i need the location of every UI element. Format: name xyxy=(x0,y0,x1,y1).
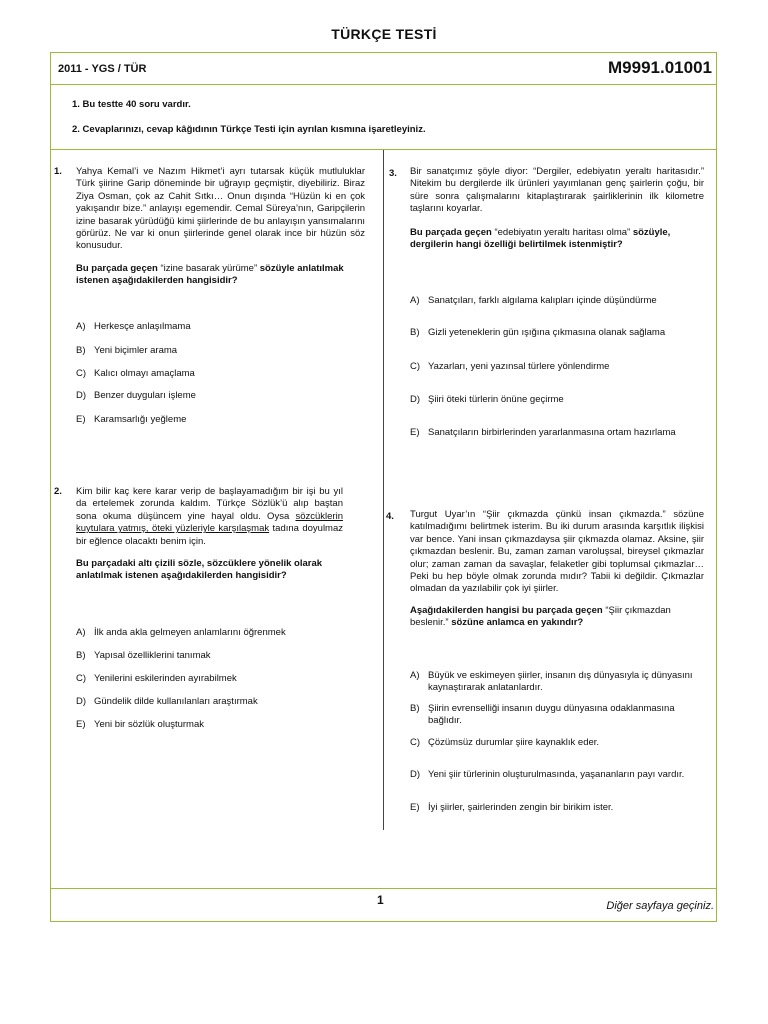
underlined-phrase: sözcüklerin kuytulara yatmış, öteki yüzleriyle karşılaşmak xyxy=(76,510,343,535)
question-1 xyxy=(76,166,365,288)
question-passage: Yahya Kemal’i ve Nazım Hikmet’i ayrı tutarsak küçük mutluluklar Türk şiirine Garip döneminde bir uğrayıp geçmiştir, diyebiliriz. Biraz Ziya Osman, çok az Cahit Sıtkı… Onun dışında “Hüzün ki en çok yakışandır bize.” anlayışı egemendir. Cemal Süreya’nın, Garipçilerin izine basarak yürüdüğü kimi şiirlerinde de bu anlayışın yansımalarını görürüz. Ne var ki onun şiirlerinde genel olarak ince bir hüzün söz konusudur. xyxy=(76,166,365,252)
booklet-code: M9991.01001 xyxy=(608,58,712,77)
answer-option[interactable]: E) Sanatçıların birbirlerinden yararlanmasına ortam hazırlama xyxy=(410,427,676,438)
question-number: 2. xyxy=(54,486,62,497)
answer-option[interactable]: B) Şiirin evrenselliği insanın duygu dünyasına odaklanmasına bağlıdır. xyxy=(410,703,675,726)
answer-option[interactable]: A) Sanatçıları, farklı algılama kalıpları içinde düşündürme xyxy=(410,295,657,306)
answer-option[interactable]: D) Şiiri öteki türlerin önüne geçirme xyxy=(410,394,564,405)
question-number: 4. xyxy=(386,511,394,522)
question-stem: Aşağıdakilerden hangisi bu parçada geçen “Şiir çıkmazdan beslenir.” sözüne anlamca en yakındır? xyxy=(410,604,671,629)
instruction-2: 2. Cevaplarınızı, cevap kâğıdının Türkçe Testi için ayrılan kısmına işaretleyiniz. xyxy=(72,124,426,135)
page-number: 1 xyxy=(377,893,384,907)
answer-option[interactable]: B) Gizli yeteneklerin gün ışığına çıkmasına olanak sağlama xyxy=(410,327,666,338)
answer-option[interactable]: C) Yazarları, yeni yazınsal türlere yönlendirme xyxy=(410,361,610,372)
page-title: TÜRKÇE TESTİ xyxy=(331,26,437,42)
answer-option[interactable]: A) İlk anda akla gelmeyen anlamlarını öğrenmek xyxy=(76,627,286,638)
answer-option[interactable]: C) Yenilerini eskilerinden ayırabilmek xyxy=(76,673,237,684)
answer-option[interactable]: D) Gündelik dilde kullanılanları araştırmak xyxy=(76,696,258,707)
question-3 xyxy=(410,166,704,251)
answer-option[interactable]: B) Yeni biçimler arama xyxy=(76,345,178,356)
exam-code: 2011 - YGS / TÜR xyxy=(58,63,147,75)
answer-option[interactable]: C) Kalıcı olmayı amaçlama xyxy=(76,368,195,379)
question-2 xyxy=(76,486,343,583)
question-number: 1. xyxy=(54,166,62,177)
answer-option[interactable]: E) İyi şiirler, şairlerinden zengin bir birikim ister. xyxy=(410,802,614,813)
answer-option[interactable]: C) Çözümsüz durumlar şiire kaynaklık eder. xyxy=(410,737,600,748)
question-stem: Bu parçada geçen “izine basarak yürüme” sözüyle anlatılmak istenen aşağıdakilerden hangisidir? xyxy=(76,262,344,287)
question-stem: Bu parçadaki altı çizili sözle, sözcüklere yönelik olarak anlatılmak istenen aşağıdakilerden hangisidir? xyxy=(76,558,323,582)
question-passage: Kim bilir kaç kere karar verip de başlayamadığım bir işi bu yıl da ertelemek zorunda kaldım. Türkçe Sözlük’ü alıp baştan sona okuma düşüncem yine hayal oldu. Oysa sözcüklerin kuytulara yatmış, öteki yüzleriyle karşılaşmak tadına doyulmaz bir eğlence olacaktı benim için. xyxy=(76,486,344,547)
answer-option[interactable]: E) Yeni bir sözlük oluşturmak xyxy=(76,719,205,730)
question-passage: Bir sanatçımız şöyle diyor: “Dergiler, edebiyatın yeraltı haritasıdır.” Nitekim bu dergilerde ilk ürünleri yayımlanan genç şairlerin çoğu, bir süre sonra çalışmalarını kitaplaştırarak şairliklerinin ilk kilometre taşlarını koyarlar. xyxy=(410,166,704,215)
answer-option[interactable]: B) Yapısal özelliklerini tanımak xyxy=(76,650,211,661)
instruction-1: 1. Bu testte 40 soru vardır. xyxy=(72,99,191,110)
next-page-note: Diğer sayfaya geçiniz. xyxy=(606,900,714,912)
answer-option[interactable]: D) Yeni şiir türlerinin oluşturulmasında, yaşananların payı vardır. xyxy=(410,769,685,780)
column-divider xyxy=(383,150,384,830)
answer-option[interactable]: A) Büyük ve eskimeyen şiirler, insanın dış dünyasıyla iç dünyasını kaynaştırarak anlatanlardır. xyxy=(410,670,693,693)
answer-option[interactable]: A) Herkesçe anlaşılmama xyxy=(76,321,191,332)
footer-divider xyxy=(50,888,717,889)
answer-option[interactable]: E) Karamsarlığı yeğleme xyxy=(76,414,187,425)
question-4 xyxy=(410,509,704,630)
answer-option[interactable]: D) Benzer duyguları işleme xyxy=(76,390,196,401)
question-passage: Turgut Uyar’ın “Şiir çıkmazda çünkü insan çıkmazda.” sözüne katılmadığımı belirtmek isterim. Bu iki durum arasında karşıtlık ilişkisi var bence. Yani insan çıkmazdaysa şiir çıkmazda olamaz. Aksine, şiir çıkmazdan beslenir. Bu, zaman zaman varoluşsal, bireysel çıkmazlar olur; zaman zaman da savaşlar, felaketler gibi toplumsal çıkmazlar… Peki bu hep böyle olmak zorunda mıdır? Tabii ki değildir. Çıkmazlar olmadan da yazılabilir çok iyi şiirler. xyxy=(410,509,704,595)
question-number: 3. xyxy=(389,168,397,179)
header-divider xyxy=(50,84,717,85)
question-stem: Bu parçada geçen “edebiyatın yeraltı haritası olma” sözüyle, dergilerin hangi özelliği belirtilmek istenmiştir? xyxy=(410,226,671,251)
